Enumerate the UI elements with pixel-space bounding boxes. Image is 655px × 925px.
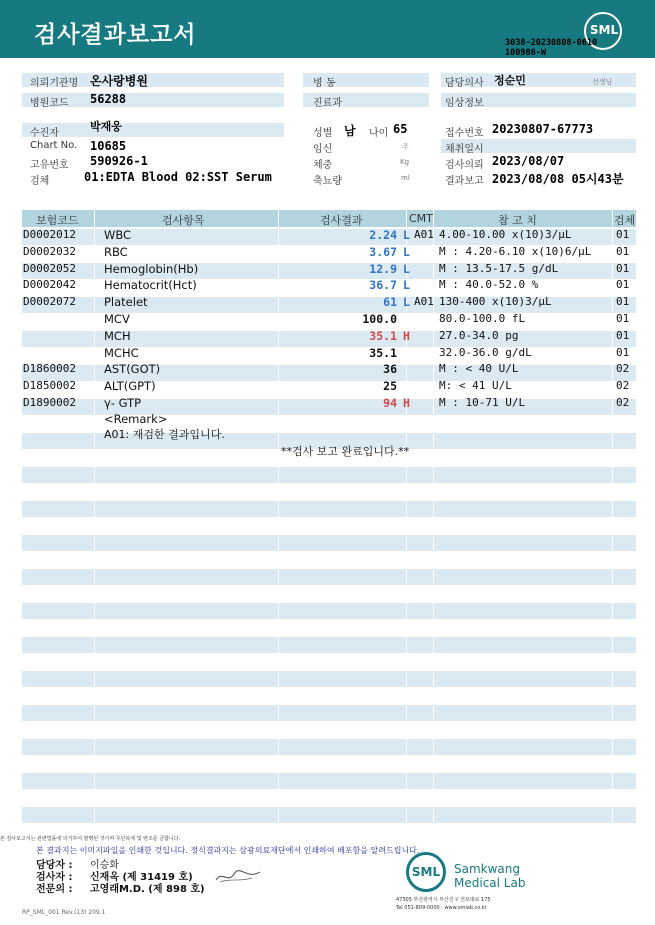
result-specimen: 01 [616, 278, 630, 292]
result-reference: M : 4.20-6.10 x(10)6/μL [439, 244, 592, 258]
result-value: 36.7 [369, 278, 397, 293]
specimen-label: 검체 [30, 176, 50, 187]
col-header-ref: 참 고 치 [498, 214, 537, 227]
result-item: RBC [104, 244, 128, 259]
col-header-result: 검사결과 [320, 214, 363, 227]
tester-label: 검사자 : [36, 872, 73, 883]
report-complete-text: **검사 보고 완료입니다.** [281, 445, 410, 458]
result-item: Hematocrit(Hct) [104, 278, 197, 293]
result-item: MCV [104, 312, 130, 326]
row-stripe [22, 739, 636, 755]
pregnancy-label: 임신 [313, 144, 333, 155]
hospital-value: 온사랑병원 [90, 74, 148, 88]
result-specimen: 01 [616, 261, 630, 275]
result-reference: 32.0-36.0 g/dL [439, 345, 532, 359]
page-title: 검사결과보고서 [34, 22, 197, 48]
result-specimen: 02 [616, 379, 630, 393]
result-flag: L [403, 278, 410, 293]
result-specimen: 01 [616, 244, 630, 258]
col-header-specimen: 검체 [614, 214, 636, 227]
result-specimen: 01 [616, 345, 630, 359]
result-value: 12.9 [369, 261, 397, 276]
result-value: 36 [383, 362, 397, 377]
report-label: 결과보고 [445, 176, 484, 187]
result-value: 100.0 [362, 312, 397, 326]
tester-value: 신재옥 (제 31419 호) [90, 872, 193, 883]
result-flag: H [403, 396, 410, 410]
result-reference: 4.00-10.00 x(10)3/μL [439, 228, 572, 241]
report-number [505, 38, 597, 58]
ward-label: 병 동 [313, 78, 336, 89]
report-number-line1: 3038-20230808-0610 [505, 38, 598, 48]
result-item: AST(GOT) [104, 362, 161, 377]
column-divider [612, 210, 613, 840]
id-value: 590926-1 [90, 154, 148, 168]
brand-line2: Medical Lab [454, 876, 526, 890]
sex-value: 남 [344, 124, 356, 138]
specialist-label: 전문의 : [36, 884, 73, 895]
sex-label: 성별 [313, 128, 333, 139]
result-item: ALT(GPT) [104, 379, 156, 394]
result-specimen: 02 [616, 396, 630, 409]
weight-label: 체중 [313, 160, 333, 171]
result-reference: 27.0-34.0 pg [439, 328, 519, 342]
remark-text: A01: 재검한 결과입니다. [104, 428, 225, 441]
result-value: 94 [383, 396, 397, 410]
row-stripe [22, 569, 636, 585]
specialist-value: 고영래M.D. (제 898 호) [90, 884, 205, 895]
result-reference: M: < 41 U/L [439, 379, 512, 393]
result-specimen: 01 [616, 295, 630, 309]
patient-label: 수진자 [30, 128, 59, 139]
receipt-label: 접수번호 [445, 128, 484, 139]
chart-label: Chart No. [30, 140, 78, 151]
report-number-line2: 100986-W [505, 48, 546, 58]
result-item: γ- GTP [104, 396, 142, 410]
result-item: MCHC [104, 345, 139, 360]
result-specimen: 01 [616, 328, 630, 342]
dept-label: 진료과 [313, 98, 342, 109]
result-reference: M : < 40 U/L [439, 362, 519, 376]
collect-label: 채취일시 [445, 144, 484, 155]
age-label: 나이 [369, 128, 389, 139]
row-stripe [22, 467, 636, 483]
result-code: D0002032 [23, 244, 76, 258]
result-cmt: A01 [414, 295, 434, 309]
legal-notice: 본 검사보고서는 관련법률에 의거하여 발행된 것이며 무단복제 및 변조를 금합니다. [0, 836, 181, 842]
result-code: D0002052 [23, 261, 76, 275]
column-divider [278, 210, 279, 840]
result-reference: 130-400 x(10)3/μL [439, 295, 552, 309]
report-value: 2023/08/08 05시43분 [492, 172, 624, 186]
result-reference: M : 10-71 U/L [439, 396, 526, 409]
row-stripe [22, 807, 636, 823]
request-label: 검사의뢰 [445, 160, 484, 171]
urine-unit: ml [401, 174, 410, 182]
brand-name [454, 862, 525, 890]
request-value: 2023/08/07 [492, 154, 565, 168]
print-notice: 본 결과지는 이미지파일을 인쇄한 것입니다. 정식결과지는 삼광의료재단에서 인쇄하여 배포함을 알려드립니다. [36, 846, 420, 855]
address-line: 47305 부산광역시 부산진구 전포대로 175 [396, 897, 491, 903]
manager-value: 이승화 [90, 860, 119, 871]
weight-unit: Kg [400, 158, 410, 166]
hospital-code-label: 병원코드 [30, 98, 69, 109]
row-stripe [22, 603, 636, 619]
hospital-code-value: 56288 [90, 92, 127, 106]
column-divider [94, 210, 95, 840]
result-value: 25 [383, 379, 397, 394]
row-stripe [22, 773, 636, 789]
result-item: WBC [104, 228, 132, 242]
clinical-label: 임상정보 [445, 98, 484, 109]
result-value: 61 [383, 295, 397, 310]
specimen-value: 01:EDTA Blood 02:SST Serum [84, 170, 272, 184]
patient-value: 박재웅 [90, 120, 122, 133]
urine-label: 축뇨량 [313, 176, 342, 187]
result-flag: L [403, 244, 410, 259]
result-flag: H [403, 328, 410, 343]
signature-icon [214, 866, 262, 886]
contact-line: Tel 051-809-0000 · www.smlab.co.kr [396, 905, 487, 911]
result-reference: M : 40.0-52.0 % [439, 278, 539, 292]
col-header-code: 보험코드 [36, 214, 79, 227]
doctor-label: 담당의사 [445, 78, 484, 89]
result-cmt: A01 [414, 228, 434, 241]
col-header-item: 검사항목 [162, 214, 205, 227]
result-code: D0002072 [23, 295, 76, 309]
result-value: 35.1 [369, 328, 397, 343]
header-logo-text: SML [589, 23, 619, 37]
row-stripe [22, 705, 636, 721]
result-flag: L [403, 261, 410, 276]
result-code: D0002012 [23, 228, 76, 241]
result-flag: L [403, 228, 410, 242]
result-code: D1860002 [23, 362, 76, 376]
hospital-label: 의뢰기관명 [30, 78, 79, 89]
manager-label: 담당자 : [36, 860, 73, 871]
result-reference: 80.0-100.0 fL [439, 312, 526, 325]
row-stripe [22, 637, 636, 653]
info-bar [22, 123, 284, 137]
result-code: D0002042 [23, 278, 76, 292]
id-label: 고유번호 [30, 160, 69, 171]
receipt-value: 20230807-67773 [492, 122, 594, 136]
row-stripe [22, 501, 636, 517]
result-code: D1890002 [23, 396, 76, 409]
result-value: 2.24 [369, 228, 397, 242]
remark-label: <Remark> [104, 412, 168, 426]
chart-value: 10685 [90, 139, 127, 153]
result-specimen: 02 [616, 362, 630, 376]
result-value: 3.67 [369, 244, 397, 259]
sml-footer-logo-text: SML [411, 865, 441, 879]
result-item: MCH [104, 328, 131, 343]
result-item: Hemoglobin(Hb) [104, 261, 199, 276]
result-item: Platelet [104, 295, 148, 310]
doctor-value: 정순민 [494, 74, 526, 87]
pregnancy-unit: 주 [402, 143, 409, 151]
result-specimen: 01 [616, 312, 630, 325]
result-specimen: 01 [616, 228, 630, 241]
result-reference: M : 13.5-17.5 g/dL [439, 261, 559, 275]
document-number: RP_SML_001 Rev.(13) 209.1 [22, 909, 106, 916]
col-header-cmt: CMT [409, 212, 433, 225]
row-stripe [22, 535, 636, 551]
brand-line1: Samkwang [454, 862, 520, 876]
result-flag: L [403, 295, 410, 310]
result-value: 35.1 [369, 345, 397, 360]
doctor-suffix: 선생님 [592, 78, 613, 86]
age-value: 65 [393, 122, 408, 136]
result-code: D1850002 [23, 379, 76, 393]
row-stripe [22, 671, 636, 687]
